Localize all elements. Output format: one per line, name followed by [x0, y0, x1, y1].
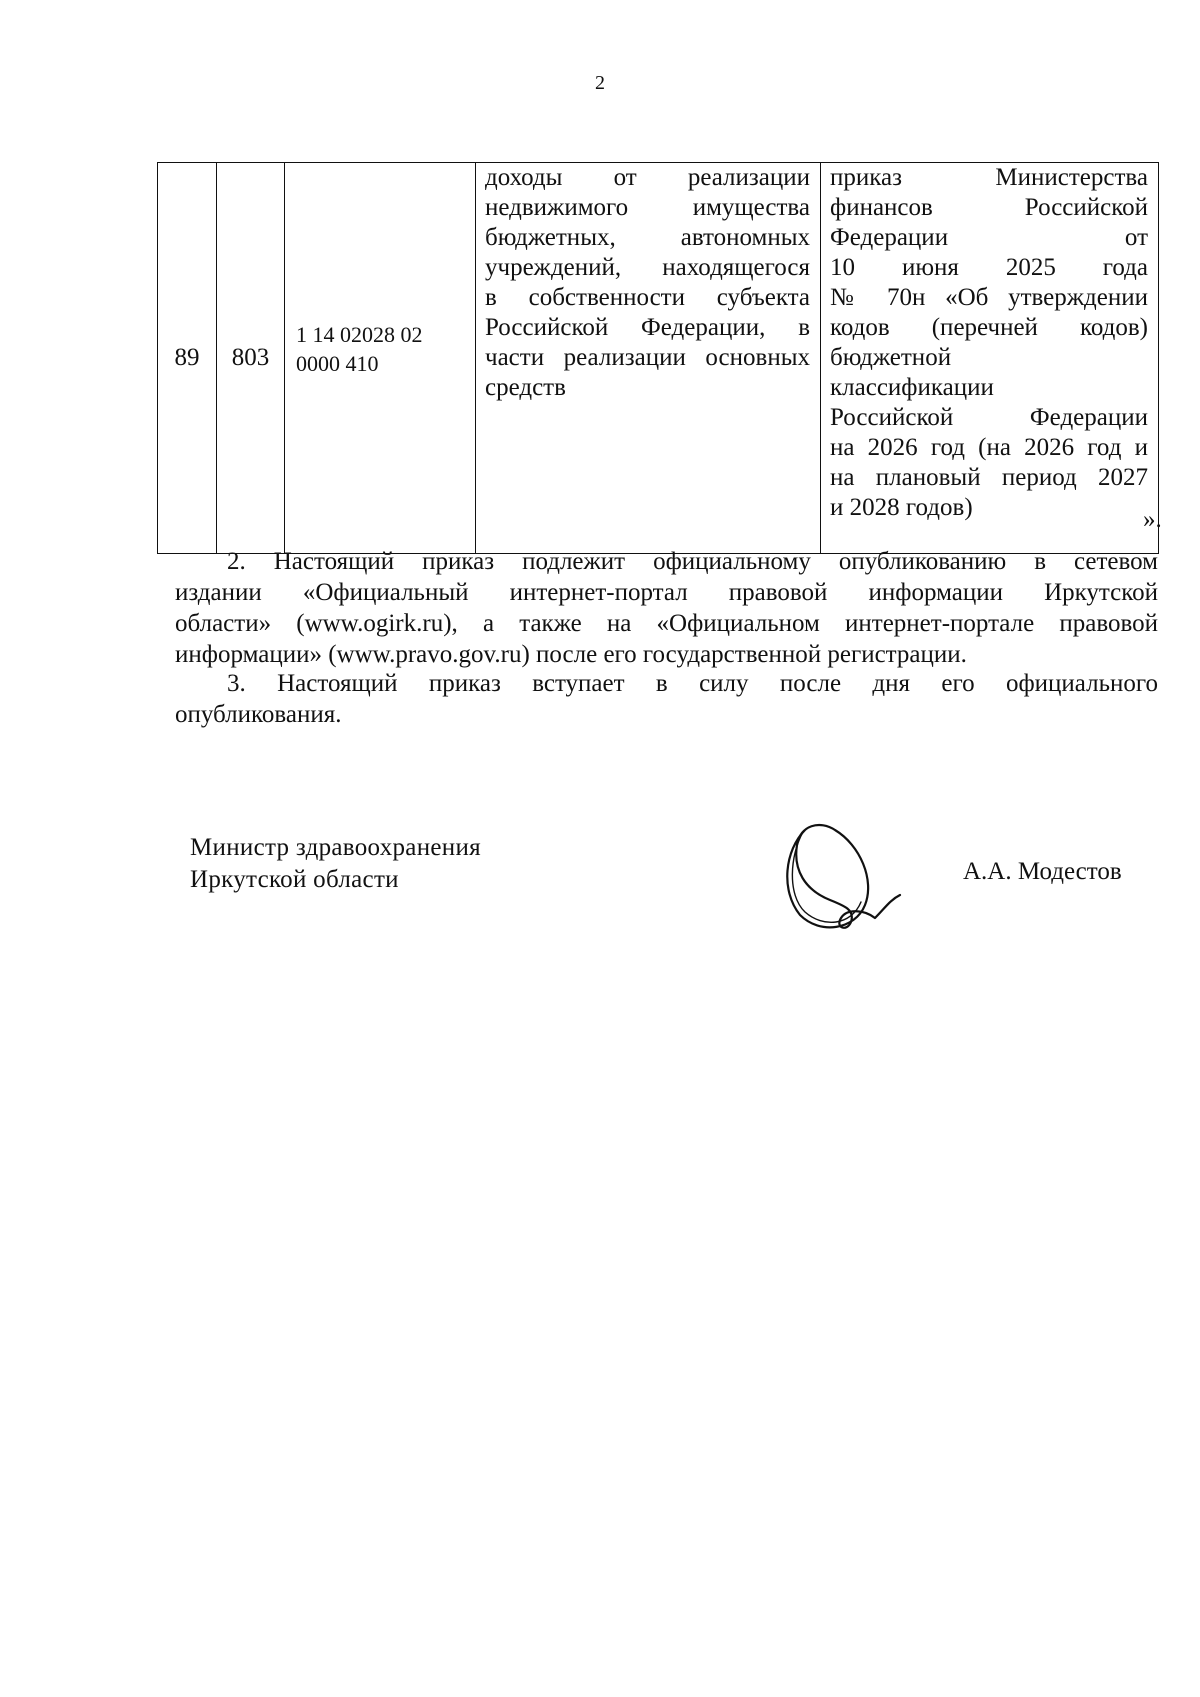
- description-line: Российской Федерации, в: [485, 314, 810, 341]
- description-line: части реализации основных: [485, 344, 810, 371]
- description-line: средств: [485, 374, 566, 401]
- description-line: недвижимого имущества: [485, 194, 810, 221]
- position-line: Иркутской области: [190, 866, 399, 893]
- basis-line: Российской Федерации: [830, 404, 1148, 431]
- paragraph-line: 2. Настоящий приказ подлежит официальному опубликованию в сетевом: [227, 548, 1158, 575]
- budget-code-line: 1 14 02028 02: [296, 322, 423, 347]
- handwritten-signature: [775, 810, 915, 940]
- basis-line: кодов (перечней кодов): [830, 314, 1148, 341]
- admin-code: 803: [217, 163, 285, 554]
- description-line: доходы от реализации: [485, 164, 810, 191]
- basis-line: финансов Российской: [830, 194, 1148, 221]
- basis-line: бюджетной: [830, 344, 952, 371]
- basis-line: 10 июня 2025 года: [830, 254, 1148, 281]
- basis-line: Федерации от: [830, 224, 1148, 251]
- signatory-name: А.А. Модестов: [963, 858, 1122, 885]
- paragraph-2: [175, 546, 1158, 670]
- description-line: бюджетных, автономных: [485, 224, 810, 251]
- signatory-position: [190, 832, 481, 896]
- basis-line: классификации: [830, 374, 994, 401]
- legal-basis: [821, 163, 1159, 554]
- basis-line: на 2026 год (на 2026 год и: [830, 434, 1148, 461]
- position-line: Министр здравоохранения: [190, 834, 481, 861]
- paragraph-line: области» (www.ogirk.ru), а также на «Официальном интернет-портале правовой: [175, 610, 1158, 637]
- revenue-description: [476, 163, 821, 554]
- basis-line: № 70н «Об утверждении: [830, 284, 1148, 311]
- paragraph-line: 3. Настоящий приказ вступает в силу после дня его официального: [227, 670, 1158, 697]
- paragraph-line: издании «Официальный интернет-портал правовой информации Иркутской: [175, 579, 1158, 606]
- table-row: [158, 163, 1159, 554]
- row-number: 89: [158, 163, 217, 554]
- description-line: учреждений, находящегося: [485, 254, 810, 281]
- budget-code-line: 0000 410: [296, 351, 379, 376]
- basis-line: приказ Министерства: [830, 164, 1148, 191]
- paragraph-line: опубликования.: [175, 701, 342, 728]
- budget-code: [285, 163, 476, 554]
- basis-line: и 2028 годов): [830, 494, 973, 521]
- paragraph-3: [175, 668, 1158, 730]
- closing-quote: ».: [1143, 506, 1162, 533]
- description-line: в собственности субъекта: [485, 284, 810, 311]
- budget-codes-table: [157, 162, 1159, 554]
- paragraph-line: информации» (www.pravo.gov.ru) после его государственной регистрации.: [175, 641, 967, 668]
- basis-line: на плановый период 2027: [830, 464, 1148, 491]
- page-number: 2: [595, 72, 605, 94]
